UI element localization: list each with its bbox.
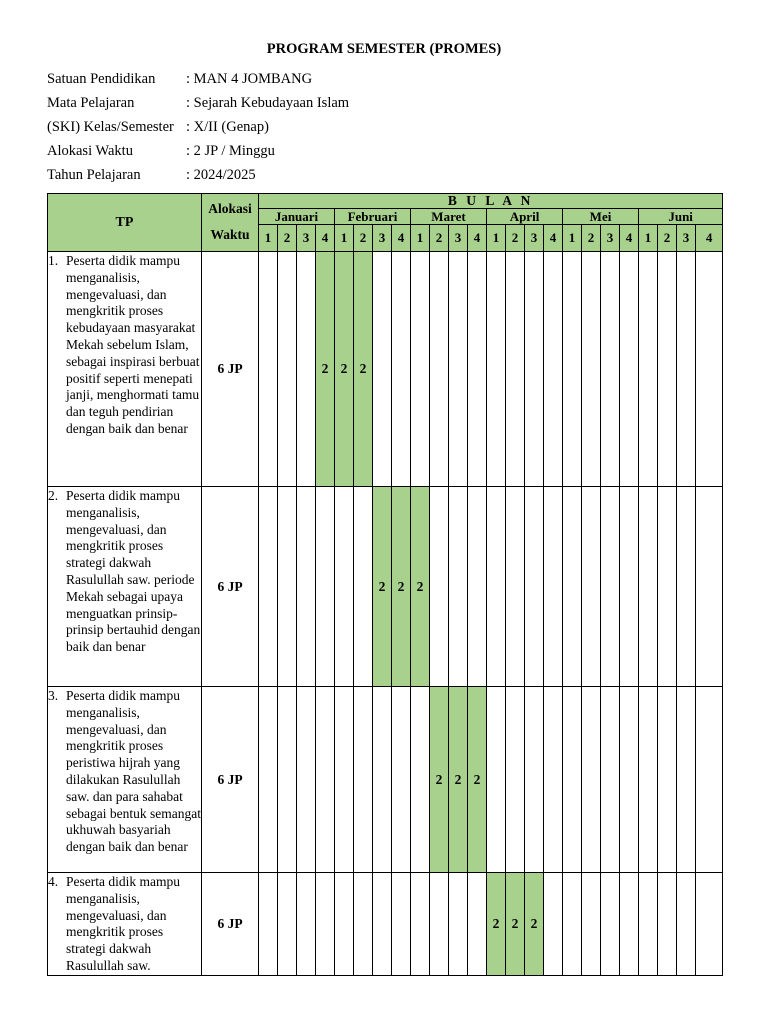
week-cell xyxy=(392,687,411,873)
week-cell xyxy=(373,687,392,873)
week-cell xyxy=(677,687,696,873)
week-number-header: 4 xyxy=(696,225,723,252)
info-label: Satuan Pendidikan xyxy=(47,71,156,87)
week-cell xyxy=(620,873,639,976)
week-cell xyxy=(563,873,582,976)
alokasi-cell: 6 JP xyxy=(202,687,259,873)
info-label: Mata Pelajaran xyxy=(47,95,135,111)
week-cell xyxy=(449,252,468,487)
week-cell xyxy=(658,487,677,687)
week-number-header: 2 xyxy=(430,225,449,252)
week-cell xyxy=(696,487,723,687)
tp-text: Peserta didik mampu menganalisis, mengevaluasi, dan mengkritik proses strategi dakwah Rasulullah saw. xyxy=(66,874,180,973)
tp-header: TP xyxy=(48,194,202,252)
week-cell xyxy=(544,252,563,487)
week-cell xyxy=(582,487,601,687)
week-cell xyxy=(639,252,658,487)
week-cell xyxy=(620,252,639,487)
tp-cell xyxy=(48,687,202,873)
week-number-header: 1 xyxy=(259,225,278,252)
week-cell xyxy=(487,687,506,873)
week-number-header: 3 xyxy=(373,225,392,252)
week-number-header: 3 xyxy=(525,225,544,252)
week-cell xyxy=(525,687,544,873)
alokasi-header-line1: Alokasi xyxy=(208,201,252,216)
week-cell xyxy=(373,873,392,976)
week-cell xyxy=(468,252,487,487)
week-number-header: 1 xyxy=(563,225,582,252)
week-cell xyxy=(449,487,468,687)
alokasi-cell: 6 JP xyxy=(202,487,259,687)
info-value: : X/II (Genap) xyxy=(186,119,269,135)
week-cell-active: 2 xyxy=(335,252,354,487)
week-number-header: 1 xyxy=(335,225,354,252)
week-cell xyxy=(601,487,620,687)
week-cell xyxy=(316,487,335,687)
week-number-header: 4 xyxy=(392,225,411,252)
month-header: Maret xyxy=(411,209,487,225)
week-cell xyxy=(297,252,316,487)
tp-cell xyxy=(48,873,202,976)
week-number-header: 2 xyxy=(506,225,525,252)
tp-cell xyxy=(48,487,202,687)
week-cell xyxy=(563,252,582,487)
week-cell xyxy=(278,873,297,976)
week-cell xyxy=(601,873,620,976)
week-number-header: 2 xyxy=(278,225,297,252)
week-cell xyxy=(544,687,563,873)
tp-number: 3. xyxy=(48,688,59,703)
week-cell-active: 2 xyxy=(354,252,373,487)
week-cell xyxy=(601,687,620,873)
week-cell xyxy=(601,252,620,487)
week-cell xyxy=(620,487,639,687)
table-row xyxy=(48,252,723,487)
week-cell xyxy=(677,873,696,976)
bulan-header: B U L A N xyxy=(259,194,723,209)
week-cell xyxy=(658,252,677,487)
table-row xyxy=(48,873,723,976)
week-cell xyxy=(259,687,278,873)
info-value: : 2 JP / Minggu xyxy=(186,143,275,159)
week-cell xyxy=(563,687,582,873)
week-cell-active: 2 xyxy=(525,873,544,976)
week-cell xyxy=(335,873,354,976)
week-cell xyxy=(278,252,297,487)
tp-number: 4. xyxy=(48,874,59,889)
week-cell xyxy=(449,873,468,976)
week-cell xyxy=(639,687,658,873)
alokasi-cell: 6 JP xyxy=(202,252,259,487)
week-cell xyxy=(430,252,449,487)
week-cell-active: 2 xyxy=(468,687,487,873)
month-header: Januari xyxy=(259,209,335,225)
week-number-header: 4 xyxy=(316,225,335,252)
tp-cell xyxy=(48,252,202,487)
week-cell xyxy=(259,487,278,687)
week-cell xyxy=(430,487,449,687)
week-number-header: 2 xyxy=(582,225,601,252)
week-cell xyxy=(506,487,525,687)
week-cell xyxy=(354,687,373,873)
table-row xyxy=(48,487,723,687)
week-number-header: 4 xyxy=(468,225,487,252)
week-number-header: 1 xyxy=(411,225,430,252)
week-cell xyxy=(677,487,696,687)
week-cell-active: 2 xyxy=(316,252,335,487)
document-title: PROGRAM SEMESTER (PROMES) xyxy=(266,41,502,57)
week-cell xyxy=(468,873,487,976)
week-cell xyxy=(259,873,278,976)
week-cell xyxy=(582,687,601,873)
week-number-header: 3 xyxy=(297,225,316,252)
week-cell xyxy=(658,873,677,976)
table-row xyxy=(48,687,723,873)
week-cell xyxy=(620,687,639,873)
week-cell xyxy=(525,487,544,687)
info-label: (SKI) Kelas/Semester xyxy=(47,119,174,135)
info-value: : 2024/2025 xyxy=(186,167,256,183)
month-header: April xyxy=(487,209,563,225)
week-cell xyxy=(563,487,582,687)
week-cell xyxy=(411,873,430,976)
week-cell xyxy=(354,487,373,687)
week-number-header: 4 xyxy=(544,225,563,252)
week-cell xyxy=(487,487,506,687)
week-cell xyxy=(544,873,563,976)
week-cell xyxy=(544,487,563,687)
week-cell-active: 2 xyxy=(392,487,411,687)
week-cell xyxy=(582,873,601,976)
week-number-header: 4 xyxy=(620,225,639,252)
week-cell xyxy=(525,252,544,487)
week-number-header: 1 xyxy=(639,225,658,252)
month-header: Februari xyxy=(335,209,411,225)
week-cell xyxy=(411,252,430,487)
week-cell xyxy=(430,873,449,976)
week-cell xyxy=(278,687,297,873)
week-cell xyxy=(335,487,354,687)
promes-table xyxy=(47,193,723,976)
week-cell xyxy=(639,873,658,976)
week-cell xyxy=(582,252,601,487)
info-label: Tahun Pelajaran xyxy=(47,167,141,183)
info-label: Alokasi Waktu xyxy=(47,143,133,159)
week-cell-active: 2 xyxy=(487,873,506,976)
week-cell-active: 2 xyxy=(430,687,449,873)
month-header: Juni xyxy=(639,209,723,225)
tp-text: Peserta didik mampu menganalisis, mengevaluasi, dan mengkritik proses kebudayaan masyarakat Mekah sebelum Islam, sebagai inspirasi berbuat positif seperti menepati janji, menghormati tamu dan teguh pendirian dengan baik dan benar xyxy=(66,253,200,436)
week-cell xyxy=(658,687,677,873)
week-cell-active: 2 xyxy=(373,487,392,687)
week-cell xyxy=(335,687,354,873)
week-cell xyxy=(411,687,430,873)
info-value: : MAN 4 JOMBANG xyxy=(186,71,313,87)
alokasi-header-line2: Waktu xyxy=(210,227,250,242)
week-cell xyxy=(696,252,723,487)
week-number-header: 3 xyxy=(677,225,696,252)
tp-text: Peserta didik mampu menganalisis, mengevaluasi, dan mengkritik proses peristiwa hijrah yang dilakukan Rasulullah saw. dan para sahabat sebagai bentuk semangat ukhuwah basyariah dengan baik dan benar xyxy=(66,688,201,855)
week-cell xyxy=(506,252,525,487)
week-cell xyxy=(316,873,335,976)
alokasi-header xyxy=(202,194,259,252)
week-number-header: 3 xyxy=(601,225,620,252)
week-cell xyxy=(392,873,411,976)
week-cell xyxy=(506,687,525,873)
week-cell xyxy=(354,873,373,976)
week-number-header: 3 xyxy=(449,225,468,252)
week-cell xyxy=(373,252,392,487)
week-cell xyxy=(696,873,723,976)
info-value: : Sejarah Kebudayaan Islam xyxy=(186,95,350,111)
alokasi-cell: 6 JP xyxy=(202,873,259,976)
week-cell xyxy=(297,487,316,687)
tp-text: Peserta didik mampu menganalisis, mengevaluasi, dan mengkritik proses strategi dakwah Rasulullah saw. periode Mekah sebagai upaya menguatkan prinsip-prinsip bertauhid dengan baik dan benar xyxy=(66,488,201,655)
week-number-header: 2 xyxy=(354,225,373,252)
week-cell xyxy=(297,873,316,976)
week-cell xyxy=(259,252,278,487)
week-cell-active: 2 xyxy=(411,487,430,687)
week-cell-active: 2 xyxy=(506,873,525,976)
week-cell xyxy=(278,487,297,687)
week-cell xyxy=(297,687,316,873)
tp-number: 2. xyxy=(48,488,59,503)
week-number-header: 2 xyxy=(658,225,677,252)
week-cell xyxy=(487,252,506,487)
week-cell xyxy=(316,687,335,873)
week-cell xyxy=(696,687,723,873)
week-cell xyxy=(392,252,411,487)
week-cell xyxy=(468,487,487,687)
week-cell xyxy=(677,252,696,487)
month-header: Mei xyxy=(563,209,639,225)
week-cell-active: 2 xyxy=(449,687,468,873)
week-number-header: 1 xyxy=(487,225,506,252)
week-cell xyxy=(639,487,658,687)
tp-number: 1. xyxy=(48,253,59,268)
